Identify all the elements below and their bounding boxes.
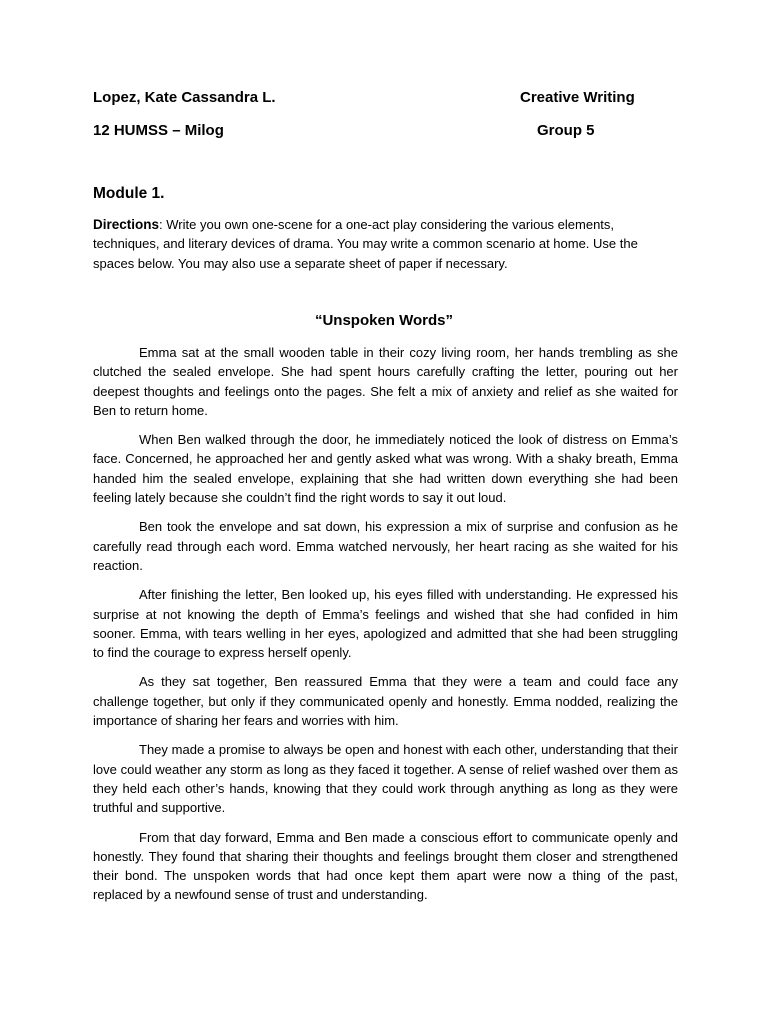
story-paragraph: When Ben walked through the door, he immediately noticed the look of distress on Emma’s face. Concerned, he approached her and gently asked what was wrong. With a shaky breath, Emma handed him the sealed envelope, explaining that she had written down everything she had been feeling lately because she couldn’t find the right words to say it out loud. bbox=[93, 432, 678, 506]
story-paragraph: Emma sat at the small wooden table in their cozy living room, her hands trembling as she clutched the sealed envelope. She had spent hours carefully crafting the letter, pouring out her deepest thoughts and feelings onto the pages. She felt a mix of anxiety and relief as she waited for Ben to return home. bbox=[93, 345, 678, 418]
directions bbox=[93, 215, 678, 273]
class-section: 12 HUMSS – Milog bbox=[93, 122, 224, 139]
story-paragraph: As they sat together, Ben reassured Emma that they were a team and could face any challenge together, but only if they communicated openly and honestly. Emma nodded, realizing the importance of sharing her fears and worries with him. bbox=[93, 674, 678, 729]
story-body bbox=[93, 343, 678, 915]
subject-name: Creative Writing bbox=[520, 89, 635, 106]
story-paragraph: From that day forward, Emma and Ben made a conscious effort to communicate openly and honestly. They found that sharing their thoughts and feelings brought them closer and strengthened their bond. The unspoken words that had once kept them apart were now a thing of the past, replaced by a newfound sense of trust and understanding. bbox=[93, 829, 678, 903]
student-name: Lopez, Kate Cassandra L. bbox=[93, 89, 276, 106]
story-paragraph: Ben took the envelope and sat down, his expression a mix of surprise and confusion as he carefully read through each word. Emma watched nervously, her heart racing as she waited for his reaction. bbox=[93, 519, 678, 573]
story-paragraph: After finishing the letter, Ben looked up, his eyes filled with understanding. He expressed his surprise at not knowing the depth of Emma’s feelings and wished that she had confided in him sooner. Emma, with tears welling in her eyes, apologized and admitted that she had been struggling to find the courage to express herself openly. bbox=[93, 587, 678, 661]
module-title: Module 1. bbox=[93, 185, 165, 202]
directions-text: : Write you own one-scene for a one-act play considering the various elements, techniques, and literary devices of drama. You may write a common scenario at home. Use the spaces below. You may also use a separate sheet of paper if necessary. bbox=[93, 217, 638, 271]
group-label: Group 5 bbox=[537, 122, 595, 139]
story-title: “Unspoken Words” bbox=[314, 312, 454, 329]
story-paragraph: They made a promise to always be open and honest with each other, understanding that their love could weather any storm as long as they faced it together. A sense of relief washed over them as they held each other’s hands, knowing that they could work through anything as long as they were truthful and supportive. bbox=[93, 742, 678, 816]
directions-label: Directions bbox=[93, 217, 160, 232]
